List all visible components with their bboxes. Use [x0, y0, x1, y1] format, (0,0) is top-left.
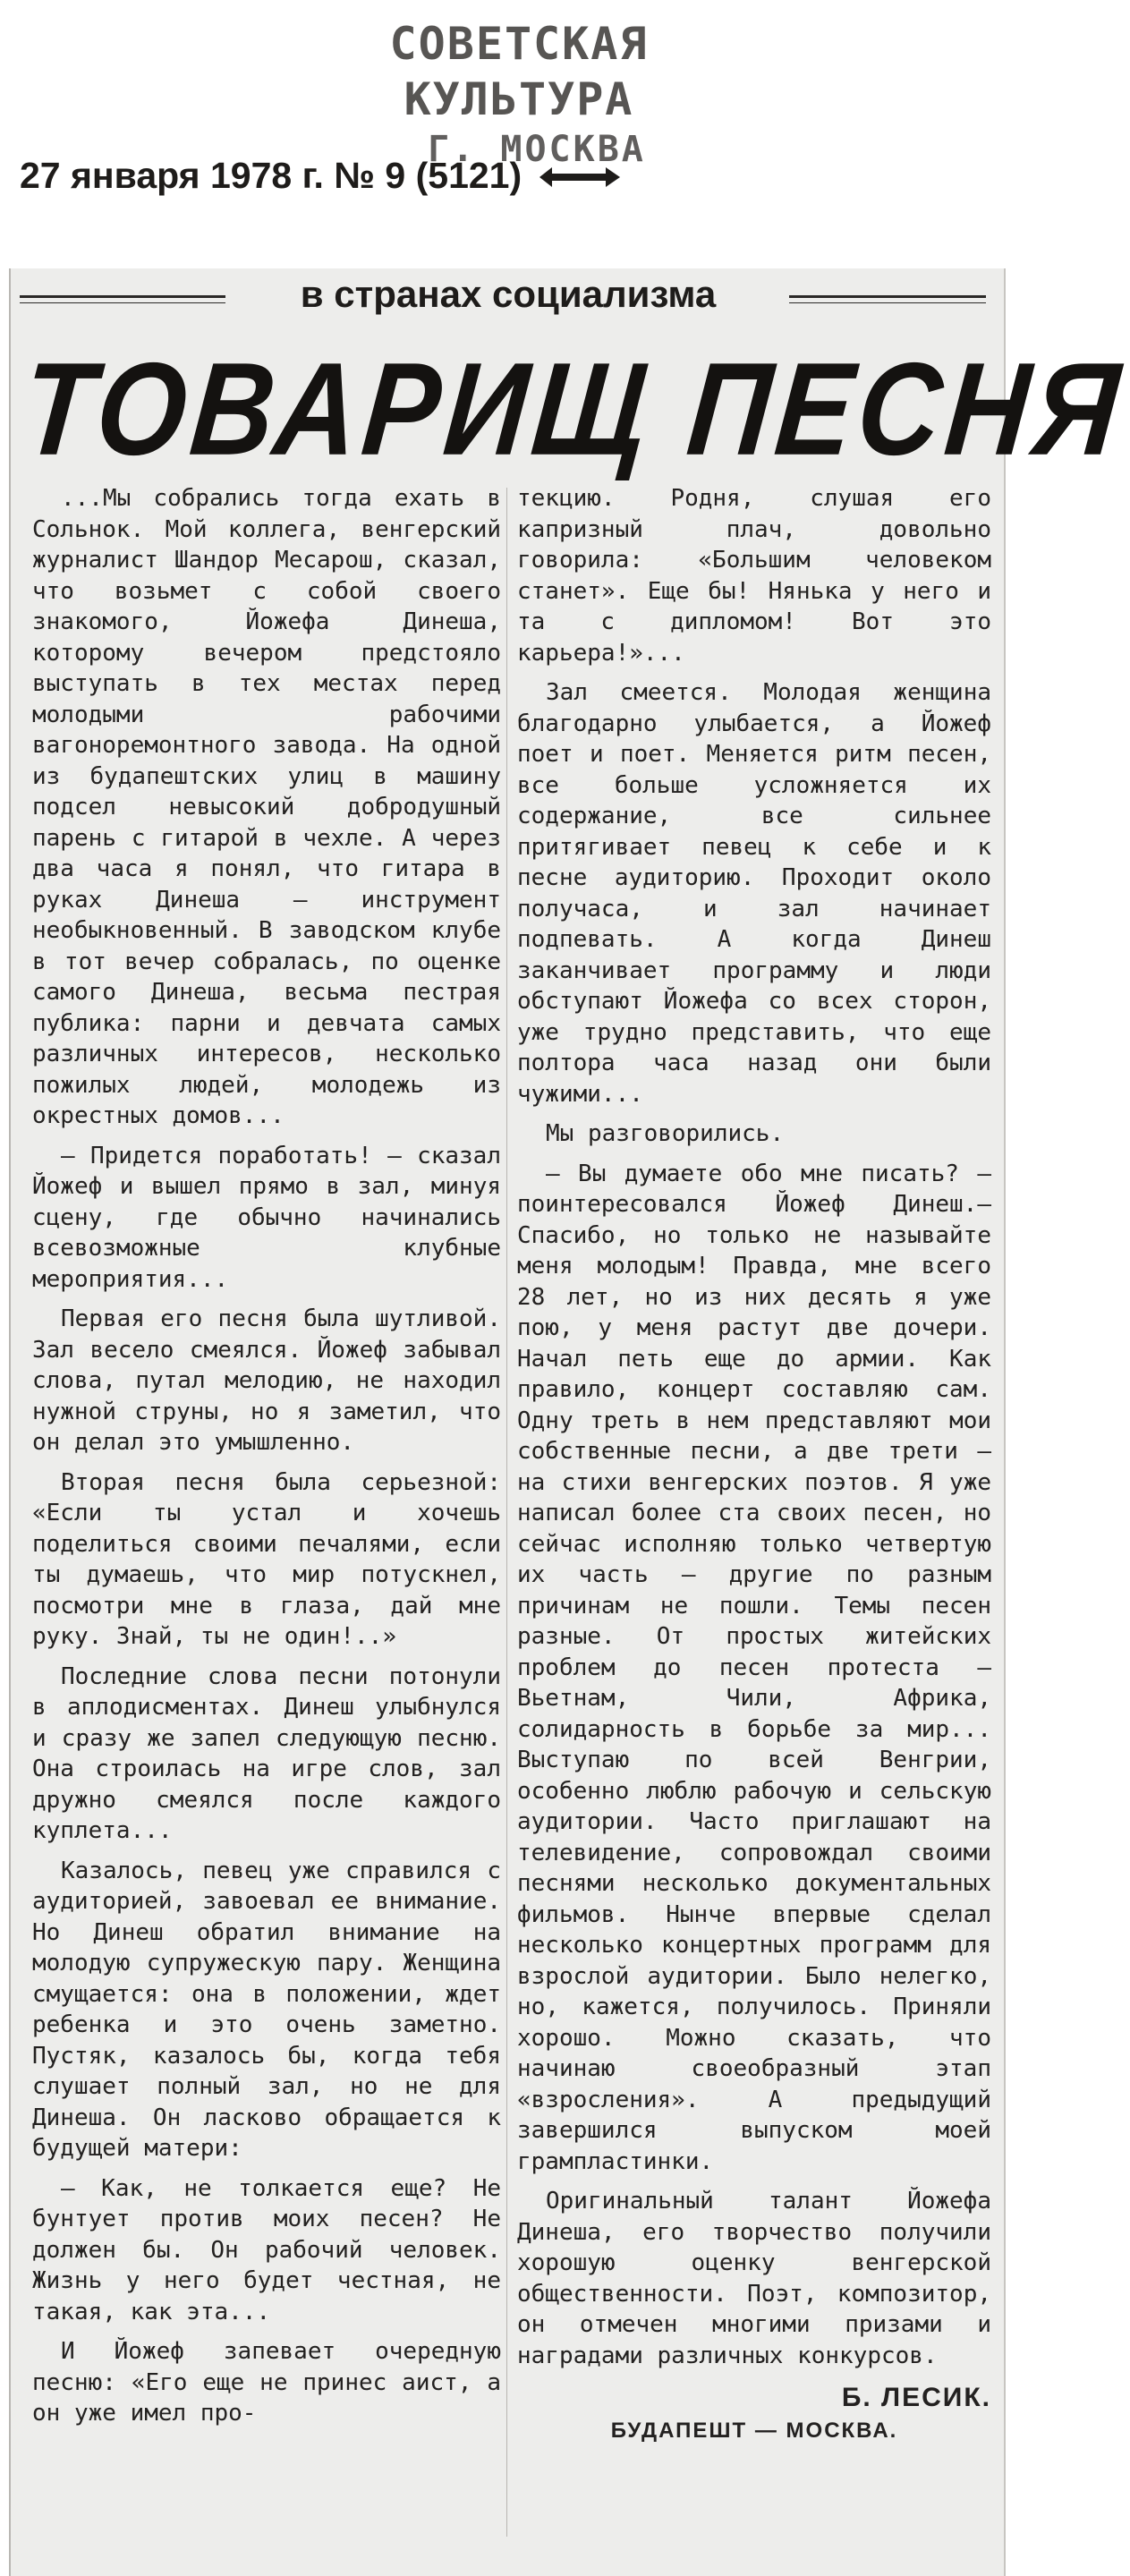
paragraph: Вторая песня была серьезной: «Если ты устал и хочешь поделиться своими печалями, если ты думаешь, что мир потускнел, посмотри мне в глаза, дай мне руку. Знай, ты не один!..»: [32, 1468, 501, 1650]
article-column-right: [517, 483, 991, 2446]
issue-date-line: [20, 152, 620, 201]
paragraph: Первая его песня была шутливой. Зал весело смеялся. Йожеф забывал слова, путал мелодию, не находил нужной струны, но я заметил, что он делал это умышленно.: [32, 1305, 501, 1456]
author-signature: Б. ЛЕСИК.: [841, 2383, 991, 2412]
article-headline: ТОВАРИЩ ПЕСНЯ: [16, 336, 1130, 483]
paragraph: И Йожеф запевает очередную песню: «Его еще не принес аист, а он уже имел про-: [32, 2338, 501, 2427]
double-arrow-icon: [540, 155, 620, 201]
rubric-heading: в странах социализма: [300, 273, 717, 315]
rubric-rule-left: [20, 295, 225, 298]
paragraph: текцию. Родня, слушая его капризный плач, довольно говорила: «Большим человеком станет». Еще бы! Нянька у него и та с дипломом! Вот это карьера!»...: [517, 485, 991, 667]
paragraph: — Как, не толкается еще? Не бунтует против моих песен? Не должен бы. Он рабочий человек. Жизнь у него будет честная, не такая, как эта...: [32, 2174, 501, 2325]
archive-stamp: [268, 0, 769, 170]
paragraph: Последние слова песни потонули в аплодисментах. Динеш улыбнулся и сразу же запел следующую песню. Она строилась на игре слов, зал дружно смеялся после каждого куплета...: [32, 1662, 501, 1844]
article-dateline: БУДАПЕШТ — МОСКВА.: [610, 2419, 898, 2443]
paragraph: — Придется поработать! — сказал Йожеф и вышел прямо в зал, минуя сцену, где обычно начинались всевозможные клубные мероприятия...: [32, 1142, 501, 1293]
stamp-city: Г. МОСКВА: [428, 129, 646, 170]
paragraph: Зал смеется. Молодая женщина благодарно улыбается, а Йожеф поет и поет. Меняется ритм песен, все больше усложняется их содержание, все сильнее притягивает певец к себе и к песне аудиторию. Проходит около получаса, и зал начинает подпевать. А когда Динеш заканчивает программу и люди обступают Йожефа со всех сторон, уже трудно представить, что еще полтора часа назад они были чужими...: [517, 679, 991, 1108]
article-column-left: [32, 483, 501, 2438]
rubric-rule-right: [789, 295, 986, 298]
paragraph: — Вы думаете обо мне писать? — поинтересовался Йожеф Динеш.— Спасибо, но только не называйте меня молодым! Правда, мне всего 28 лет, но из них десять я уже пою, у меня растут две дочери. Начал петь еще до армии. Как правило, концерт составляю сам. Одну треть в нем представляют мои собственные песни, а две трети — на стихи венгерских поэтов. Я уже написал более ста своих песен, но сейчас исполняю только четвертую их часть — другие по разным причинам не пошли. Темы песен разные. От простых житейских проблем до песен протеста — Вьетнам, Чили, Африка, солидарность в борьбе за мир... Выступаю по всей Венгрии, особенно люблю рабочую и сельскую аудитории. Часто приглашают на телевидение, сопровождал своими песнями несколько документальных фильмов. Нынче впервые сделал несколько концертных программ для взрослой аудитории. Было нелегко, но, кажется, получилось. Приняли хорошо. Можно сказать, что начинаю своеобразный этап «взросления». А предыдущий завершился выпуском моей грампластинки.: [517, 1160, 991, 2175]
paragraph: ...Мы собрались тогда ехать в Сольнок. Мой коллега, венгерский журналист Шандор Месарош, сказал, что возьмет с собой своего знакомого, Йожефа Динеша, которому вечером предстояло выступать в тех местах перед молодыми рабочими вагоноремонтного завода. На одной из будапештских улиц в машину подсел невысокий добродушный парень с гитарой в чехле. А через два часа я понял, что гитара в руках Динеша — инструмент необыкновенный. В заводском клубе в тот вечер собралась, по оценке самого Динеша, весьма пестрая публика: парни и девчата самых различных интересов, несколько пожилых людей, молодежь из окрестных домов...: [32, 485, 501, 1129]
stamp-newspaper-title: СОВЕТСКАЯ КУЛЬТУРА: [389, 18, 649, 125]
paragraph: Казалось, певец уже справился с аудиторией, завоевал ее внимание. Но Динеш обратил внимание на молодую супружескую пару. Женщина смущается: она в положении, ждет ребенка и это очень заметно. Пустяк, казалось бы, когда тебя слушает полный зал, но не для Динеша. Он ласково обращается к будущей матери:: [32, 1857, 501, 2162]
paragraph: Мы разговорились.: [546, 1120, 785, 1147]
paragraph: Оригинальный талант Йожефа Динеша, его творчество получили хорошую оценку венгерской общественности. Поэт, композитор, он отмечен многими призами и наградами различных конкурсов.: [517, 2188, 991, 2369]
column-divider: [506, 488, 507, 2537]
issue-date-text: 27 января 1978 г. № 9 (5121): [20, 155, 523, 196]
